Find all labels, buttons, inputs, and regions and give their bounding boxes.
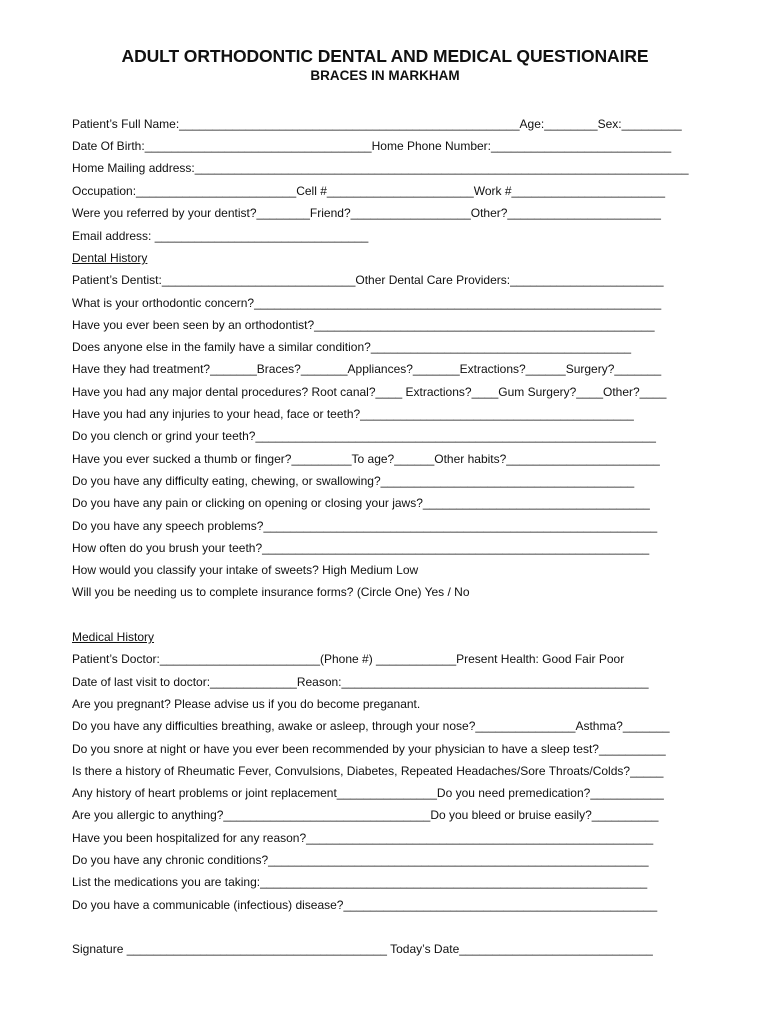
date-of-birth-line[interactable]: Date Of Birth:__________________________________Home Phone Number:___________________________ [72, 139, 672, 153]
mailing-address-line[interactable]: Home Mailing address:__________________________________________________________________________ [72, 161, 689, 175]
patient-dentist-line[interactable]: Patient’s Dentist:_____________________________Other Dental Care Providers:_______________________ [72, 273, 664, 287]
clench-grind-line[interactable]: Do you clench or grind your teeth?____________________________________________________________ [72, 429, 656, 443]
medical-history-heading: Medical History [72, 630, 155, 644]
dental-history-heading: Dental History [72, 251, 148, 265]
medications-line[interactable]: List the medications you are taking:__________________________________________________________ [72, 875, 648, 889]
insurance-forms-line[interactable]: Will you be needing us to complete insurance forms? (Circle One) Yes / No [72, 585, 470, 599]
occupation-line[interactable]: Occupation:________________________Cell #______________________Work #_______________________ [72, 184, 665, 198]
brushing-frequency-line[interactable]: How often do you brush your teeth?__________________________________________________________ [72, 541, 650, 555]
form-subtitle: BRACES IN MARKHAM [310, 68, 460, 83]
seen-orthodontist-line[interactable]: Have you ever been seen by an orthodontist?___________________________________________________ [72, 318, 655, 332]
speech-problems-line[interactable]: Do you have any speech problems?___________________________________________________________ [72, 519, 658, 533]
hospitalized-line[interactable]: Have you been hospitalized for any reason?____________________________________________________ [72, 831, 654, 845]
chronic-conditions-line[interactable]: Do you have any chronic conditions?_________________________________________________________ [72, 853, 649, 867]
patient-doctor-line[interactable]: Patient’s Doctor:________________________(Phone #) ____________Present Health: Good Fair Poor [72, 652, 625, 666]
family-treatment-line[interactable]: Have they had treatment?_______Braces?_______Appliances?_______Extractions?______Surgery?_______ [72, 362, 662, 376]
eating-difficulty-line[interactable]: Do you have any difficulty eating, chewing, or swallowing?______________________________________ [72, 474, 635, 488]
dental-procedures-line[interactable]: Have you had any major dental procedures? Root canal?____ Extractions?____Gum Surgery?____Other?____ [72, 385, 667, 399]
sweets-intake-line[interactable]: How would you classify your intake of sweets? High Medium Low [72, 563, 419, 577]
orthodontic-concern-line[interactable]: What is your orthodontic concern?_____________________________________________________________ [72, 296, 662, 310]
thumb-sucking-line[interactable]: Have you ever sucked a thumb or finger?_________To age?______Other habits?_______________________ [72, 452, 660, 466]
patient-name-line[interactable]: Patient’s Full Name:___________________________________________________Age:________Sex:_________ [72, 117, 682, 131]
signature-line[interactable]: Signature _______________________________________ Today’s Date_____________________________ [72, 942, 653, 956]
heart-problems-line[interactable]: Any history of heart problems or joint replacement_______________Do you need premedication?___________ [72, 786, 664, 800]
email-line[interactable]: Email address: ________________________________ [72, 229, 369, 243]
breathing-line[interactable]: Do you have any difficulties breathing, awake or asleep, through your nose?_______________Asthma?_______ [72, 719, 670, 733]
pregnancy-line[interactable]: Are you pregnant? Please advise us if you do become preganant. [72, 697, 421, 711]
allergies-line[interactable]: Are you allergic to anything?_______________________________Do you bleed or bruise easily?__________ [72, 808, 659, 822]
snoring-line[interactable]: Do you snore at night or have you ever been recommended by your physician to have a sleep test?__________ [72, 742, 666, 756]
medical-history-conditions-line[interactable]: Is there a history of Rheumatic Fever, Convulsions, Diabetes, Repeated Headaches/Sore Throats/Colds?_____ [72, 764, 664, 778]
jaw-pain-line[interactable]: Do you have any pain or clicking on opening or closing your jaws?__________________________________ [72, 496, 650, 510]
family-condition-line[interactable]: Does anyone else in the family have a similar condition?_______________________________________ [72, 340, 632, 354]
referral-line[interactable]: Were you referred by your dentist?________Friend?__________________Other?_______________________ [72, 206, 661, 220]
last-visit-line[interactable]: Date of last visit to doctor:_____________Reason:______________________________________________ [72, 675, 649, 689]
communicable-disease-line[interactable]: Do you have a communicable (infectious) disease?_______________________________________________ [72, 898, 658, 912]
form-title: ADULT ORTHODONTIC DENTAL AND MEDICAL QUESTIONAIRE [121, 46, 649, 66]
injuries-line[interactable]: Have you had any injuries to your head, face or teeth?_________________________________________ [72, 407, 634, 421]
